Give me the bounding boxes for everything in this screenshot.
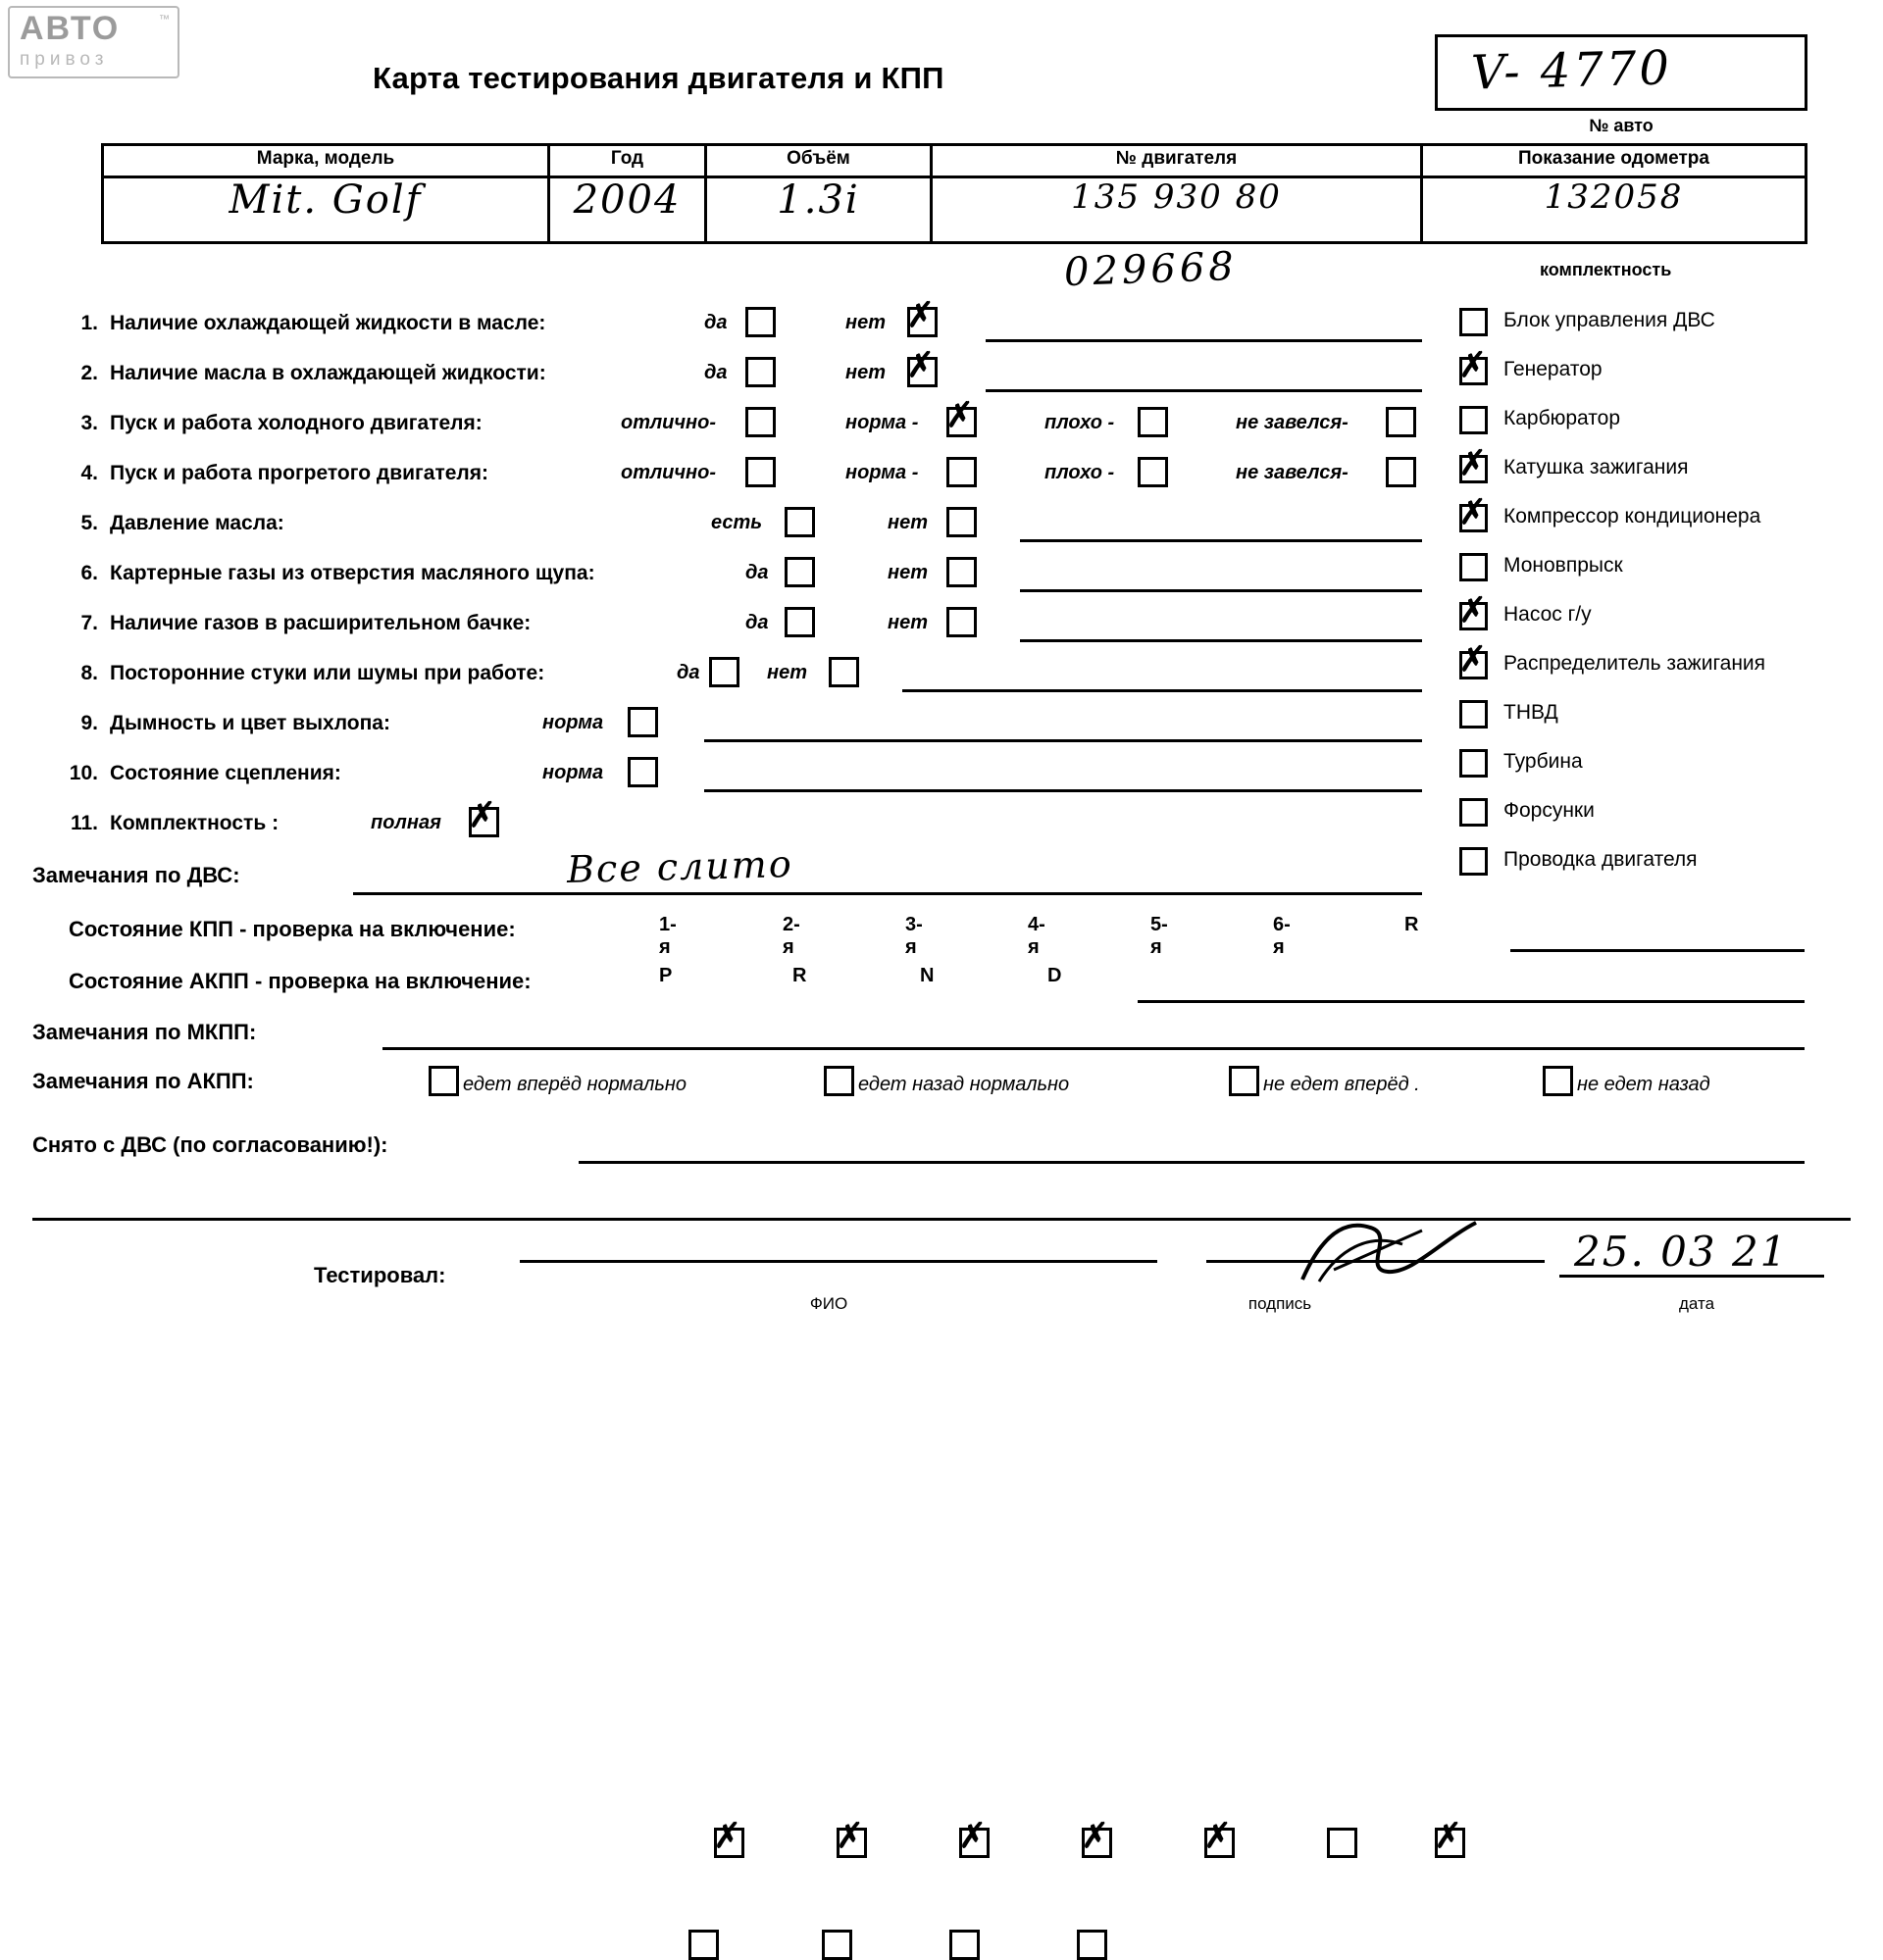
header-cell-odometer — [1423, 146, 1805, 241]
header-label-engine-number: № двигателя — [1115, 148, 1238, 169]
complectness-item-generator[interactable] — [1453, 346, 1871, 400]
vehicle-header-table — [101, 143, 1807, 244]
note-line — [986, 389, 1422, 392]
fio-caption: ФИО — [809, 1294, 848, 1313]
checkbox[interactable] — [1453, 493, 1488, 532]
checkbox-excellent[interactable] — [745, 457, 776, 487]
gear-label-2: 2-я — [783, 914, 800, 958]
complectness-item-ignition-coil[interactable] — [1453, 444, 1871, 498]
question-text: Картерные газы из отверстия масляного щупа: — [110, 562, 595, 584]
option-label-complete: полная — [371, 812, 441, 833]
header-label-odometer: Показание одометра — [1518, 148, 1709, 169]
option-label-yes: да — [745, 562, 769, 583]
question-text: Посторонние стуки или шумы при работе: — [110, 662, 545, 684]
question-number: 5. — [80, 512, 98, 534]
engine-remarks-label: Замечания по ДВС: — [32, 863, 240, 887]
question-number: 9. — [80, 712, 98, 734]
checkbox-akpp-n[interactable] — [949, 1930, 980, 1960]
note-line — [704, 739, 1422, 742]
checkbox-gear-5[interactable] — [1198, 1817, 1235, 1858]
complectness-item-ecu[interactable] — [1459, 302, 1871, 351]
header-cell-brand — [104, 146, 550, 241]
header-value-engine-number: 135 930 80 — [1071, 177, 1282, 217]
complectness-item-power-steering-pump[interactable] — [1453, 591, 1871, 645]
car-number-value: V- 4770 — [1470, 40, 1673, 101]
engine-remarks-line — [353, 892, 1422, 895]
check-mark-icon: ✗ — [831, 1817, 863, 1856]
option-label-yes: да — [745, 612, 769, 633]
checkbox-no[interactable] — [901, 346, 938, 387]
question-row-8 — [0, 654, 1422, 703]
akpp-label-p: P — [659, 965, 673, 986]
option-label-no: нет — [767, 662, 807, 683]
akpp-remarks-label: Замечания по АКПП: — [32, 1069, 254, 1093]
question-number: 7. — [80, 612, 98, 634]
option-label-not-started: не завелся- — [1236, 462, 1349, 483]
complectness-item-monoinjection[interactable] — [1459, 547, 1871, 596]
option-label-excellent: отлично- — [621, 412, 717, 433]
checkbox-gear-4[interactable] — [1076, 1817, 1112, 1858]
header-label-volume: Объём — [787, 148, 850, 169]
check-mark-icon: ✗ — [1429, 1817, 1461, 1856]
note-line — [1020, 639, 1422, 642]
question-text: Комплектность : — [110, 812, 280, 834]
date-line — [1559, 1275, 1824, 1278]
question-number: 10. — [69, 762, 98, 784]
checkbox-not-started[interactable] — [1386, 407, 1416, 437]
question-text: Пуск и работа холодного двигателя: — [110, 412, 483, 434]
header-label-year: Год — [610, 148, 644, 169]
removed-parts-label: Снято с ДВС (по согласованию!): — [32, 1132, 388, 1157]
question-row-3 — [0, 396, 1422, 453]
option-label-present: есть — [711, 512, 763, 533]
akpp-label-d: D — [1047, 965, 1062, 986]
question-number: 2. — [80, 362, 98, 384]
akpp-option-no-forward: не едет вперёд . — [1263, 1074, 1420, 1095]
check-mark-icon: ✗ — [463, 796, 495, 835]
complectness-item-injectors[interactable] — [1459, 792, 1871, 841]
option-label-normal: норма - — [845, 462, 919, 483]
note-line — [704, 789, 1422, 792]
checkbox-drives-back-ok[interactable] — [824, 1066, 854, 1096]
question-row-2 — [0, 346, 1422, 403]
check-mark-icon: ✗ — [1453, 591, 1486, 630]
note-line — [902, 689, 1422, 692]
akpp-option-drives-back-ok: едет назад нормально — [858, 1074, 1070, 1095]
question-number: 4. — [80, 462, 98, 484]
gear-label-reverse: R — [1404, 914, 1419, 935]
header-value-year: 2004 — [573, 177, 682, 223]
question-row-1 — [0, 296, 1422, 353]
checkbox-bad[interactable] — [1138, 457, 1168, 487]
checkbox-no-forward[interactable] — [1229, 1066, 1259, 1096]
question-row-5 — [0, 504, 1422, 553]
complectness-label: ТНВД — [1503, 701, 1558, 724]
note-line — [986, 339, 1422, 342]
option-label-yes: да — [704, 312, 728, 333]
checkbox-complete[interactable] — [463, 796, 499, 837]
checkbox-bad[interactable] — [1138, 407, 1168, 437]
checkbox-drives-forward-ok[interactable] — [429, 1066, 459, 1096]
car-number-label: № авто — [1589, 116, 1654, 135]
question-row-6 — [0, 554, 1422, 603]
checkbox[interactable] — [1459, 553, 1488, 581]
check-mark-icon: ✗ — [1453, 640, 1486, 679]
page-title: Карта тестирования двигателя и КПП — [373, 61, 944, 95]
akpp-note-line — [1138, 1000, 1805, 1003]
check-mark-icon: ✗ — [901, 346, 934, 385]
checkbox[interactable] — [1453, 591, 1488, 630]
check-mark-icon: ✗ — [1453, 493, 1486, 532]
checkbox-no[interactable] — [901, 296, 938, 337]
question-row-4 — [0, 454, 1422, 503]
fio-line — [520, 1260, 1157, 1263]
question-text: Наличие масла в охлаждающей жидкости: — [110, 362, 546, 384]
akpp-check-label: Состояние АКПП - проверка на включение: — [69, 969, 532, 993]
checkbox-normal[interactable] — [946, 457, 977, 487]
note-line — [1020, 589, 1422, 592]
checkbox-gear-3[interactable] — [953, 1817, 990, 1858]
checkbox-akpp-r[interactable] — [822, 1930, 852, 1960]
checkbox-no[interactable] — [829, 657, 859, 687]
gear-label-1: 1-я — [659, 914, 677, 958]
header-cell-engine-number — [933, 146, 1423, 241]
question-text: Состояние сцепления: — [110, 762, 341, 784]
option-label-no: нет — [888, 612, 928, 633]
question-row-7 — [0, 604, 1422, 653]
footer-divider — [32, 1218, 1851, 1221]
check-mark-icon: ✗ — [1198, 1817, 1231, 1856]
question-row-10 — [0, 754, 1422, 803]
gear-label-5: 5-я — [1150, 914, 1168, 958]
option-label-normal: норма — [542, 762, 604, 783]
signature-mark-icon — [1295, 1211, 1491, 1289]
header-cell-year — [550, 146, 707, 241]
checkbox-present[interactable] — [785, 507, 815, 537]
gear-label-3: 3-я — [905, 914, 923, 958]
logo-line-2: привоз — [20, 49, 109, 70]
checkbox[interactable] — [1459, 749, 1488, 778]
checkbox[interactable] — [1459, 798, 1488, 827]
note-line — [1020, 539, 1422, 542]
checkbox-not-started[interactable] — [1386, 457, 1416, 487]
mkpp-check-label: Состояние КПП - проверка на включение: — [69, 917, 516, 941]
option-label-bad: плохо - — [1044, 462, 1115, 483]
complectness-label: Компрессор кондиционера — [1503, 505, 1761, 528]
checkbox[interactable] — [1459, 406, 1488, 434]
checkbox-normal[interactable] — [628, 707, 658, 737]
logo-trademark-icon: ™ — [159, 14, 170, 25]
complectness-item-ac-compressor[interactable] — [1453, 493, 1871, 547]
question-text: Наличие газов в расширительном бачке: — [110, 612, 532, 634]
header-cell-volume — [707, 146, 933, 241]
logo-line-1: АВТО — [20, 10, 121, 47]
avtoprivoz-logo — [8, 6, 179, 78]
complectness-list — [1453, 302, 1871, 890]
engine-remarks-value: Все слито — [566, 841, 794, 892]
checkbox-normal[interactable] — [628, 757, 658, 787]
engine-number-second-line: 029668 — [1063, 243, 1239, 296]
option-label-yes: да — [704, 362, 728, 383]
date-caption: дата — [1678, 1294, 1715, 1313]
question-text: Давление масла: — [110, 512, 284, 534]
checkbox-normal[interactable] — [941, 396, 977, 437]
complectness-label: Проводка двигателя — [1503, 848, 1698, 871]
complectness-label: Турбина — [1503, 750, 1583, 773]
check-mark-icon: ✗ — [708, 1817, 740, 1856]
complectness-label: Катушка зажигания — [1503, 456, 1689, 478]
option-label-no: нет — [888, 562, 928, 583]
checkbox-no[interactable] — [946, 607, 977, 637]
header-label-brand: Марка, модель — [256, 148, 395, 169]
complectness-item-turbine[interactable] — [1459, 743, 1871, 792]
akpp-label-r: R — [792, 965, 807, 986]
akpp-label-n: N — [920, 965, 935, 986]
complectness-label: Карбюратор — [1503, 407, 1621, 429]
mkpp-note-line — [1510, 949, 1805, 952]
gear-label-4: 4-я — [1028, 914, 1045, 958]
header-value-odometer: 132058 — [1544, 177, 1684, 217]
option-label-excellent: отлично- — [621, 462, 717, 483]
checkbox[interactable] — [1459, 700, 1488, 729]
akpp-option-drives-forward-ok: едет вперёд нормально — [463, 1074, 687, 1095]
question-number: 3. — [80, 412, 98, 434]
mkpp-remarks-line — [382, 1047, 1805, 1050]
mkpp-remarks-label: Замечания по МКПП: — [32, 1020, 257, 1044]
checkbox-absent[interactable] — [946, 507, 977, 537]
removed-parts-line — [579, 1161, 1805, 1164]
complectness-item-tnvd[interactable] — [1459, 694, 1871, 743]
checkbox-no[interactable] — [946, 557, 977, 587]
complectness-label: Блок управления ДВС — [1503, 309, 1715, 331]
checkbox-akpp-p[interactable] — [688, 1930, 719, 1960]
option-label-absent: нет — [888, 512, 928, 533]
complectness-title: комплектность — [1540, 260, 1672, 279]
complectness-label: Моновпрыск — [1503, 554, 1623, 577]
option-label-normal: норма - — [845, 412, 919, 433]
option-label-not-started: не завелся- — [1236, 412, 1349, 433]
complectness-label: Насос г/у — [1503, 603, 1592, 626]
complectness-label: Форсунки — [1503, 799, 1595, 822]
checkbox[interactable] — [1453, 444, 1488, 483]
gear-label-6: 6-я — [1273, 914, 1291, 958]
checkbox[interactable] — [1453, 640, 1488, 679]
check-mark-icon: ✗ — [901, 296, 934, 335]
check-mark-icon: ✗ — [1453, 444, 1486, 483]
question-number: 6. — [80, 562, 98, 584]
complectness-label: Генератор — [1503, 358, 1603, 380]
checkbox[interactable] — [1453, 346, 1488, 385]
option-label-no: нет — [845, 362, 886, 383]
question-text: Наличие охлаждающей жидкости в масле: — [110, 312, 546, 334]
checkbox-yes[interactable] — [785, 607, 815, 637]
checkbox-akpp-d[interactable] — [1077, 1930, 1107, 1960]
question-row-9 — [0, 704, 1422, 753]
checkbox-gear-1[interactable] — [708, 1817, 744, 1858]
complectness-item-carburetor[interactable] — [1459, 400, 1871, 449]
check-mark-icon: ✗ — [953, 1817, 986, 1856]
complectness-item-engine-wiring[interactable] — [1459, 841, 1871, 890]
header-value-volume: 1.3i — [777, 177, 860, 223]
option-label-yes: да — [677, 662, 700, 683]
checkbox[interactable] — [1459, 308, 1488, 336]
question-text: Дымность и цвет выхлопа: — [110, 712, 390, 734]
question-number: 1. — [80, 312, 98, 334]
akpp-option-no-backward: не едет назад — [1577, 1074, 1710, 1095]
checkbox-excellent[interactable] — [745, 407, 776, 437]
option-label-no: нет — [845, 312, 886, 333]
header-value-brand: Mit. Golf — [229, 177, 423, 223]
option-label-bad: плохо - — [1044, 412, 1115, 433]
checkbox-gear-2[interactable] — [831, 1817, 867, 1858]
checkbox-yes[interactable] — [745, 307, 776, 337]
checkbox-no-backward[interactable] — [1543, 1066, 1573, 1096]
checkbox-yes[interactable] — [785, 557, 815, 587]
check-mark-icon: ✗ — [941, 396, 973, 435]
checkbox-gear-6[interactable] — [1327, 1828, 1357, 1858]
tested-by-label: Тестировал: — [314, 1263, 446, 1287]
option-label-normal: норма — [542, 712, 604, 733]
checkbox-yes[interactable] — [745, 357, 776, 387]
check-mark-icon: ✗ — [1453, 346, 1486, 385]
complectness-item-distributor[interactable] — [1453, 640, 1871, 694]
question-number: 8. — [80, 662, 98, 684]
question-number: 11. — [70, 812, 98, 834]
check-mark-icon: ✗ — [1076, 1817, 1108, 1856]
checkbox-yes[interactable] — [709, 657, 739, 687]
signature-caption: подпись — [1247, 1294, 1312, 1313]
question-text: Пуск и работа прогретого двигателя: — [110, 462, 489, 484]
checkbox-gear-reverse[interactable] — [1429, 1817, 1465, 1858]
date-value: 25. 03 21 — [1574, 1228, 1789, 1276]
checkbox[interactable] — [1459, 847, 1488, 876]
complectness-label: Распределитель зажигания — [1503, 652, 1766, 675]
